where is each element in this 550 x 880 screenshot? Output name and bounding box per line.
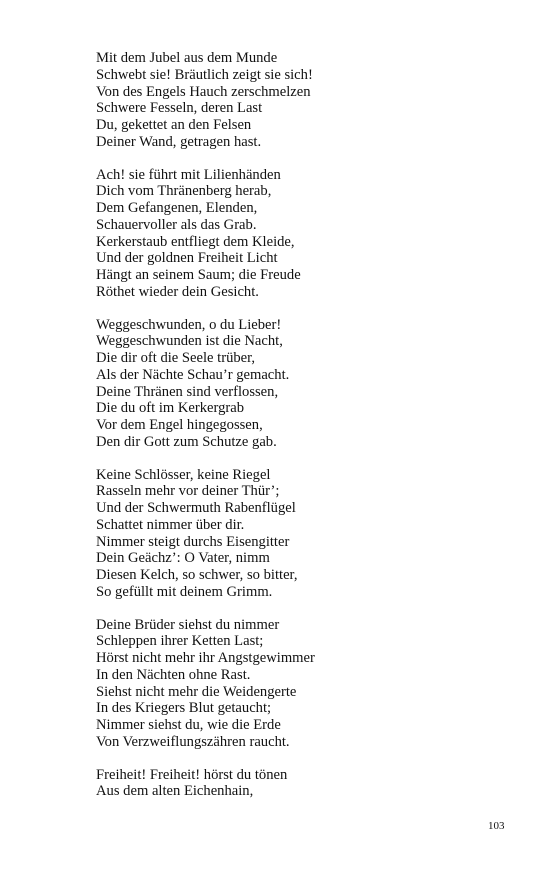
poem-line: Deine Thränen sind verflossen, (96, 383, 279, 400)
poem-line: Rasseln mehr vor deiner Thür’; (96, 483, 280, 500)
poem-line: Nimmer steigt durchs Eisengitter (96, 533, 290, 550)
poem-line: Deine Brüder siehst du nimmer (96, 616, 280, 633)
poem-line: Und der Schwermuth Rabenflügel (96, 500, 296, 516)
poem-line: Nimmer siehst du, wie die Erde (96, 717, 281, 733)
poem-line: Schwere Fesseln, deren Last (96, 100, 263, 117)
stanza-2 (96, 167, 516, 301)
poem-line: Schleppen ihrer Ketten Last; (96, 633, 264, 650)
stanza-5 (96, 617, 516, 751)
poem-line: Siehst nicht mehr die Weidengerte (96, 683, 297, 700)
stanza-1 (96, 50, 516, 151)
poem-line: Von des Engels Hauch zerschmelzen (96, 83, 311, 100)
poem-line: Dich vom Thränenberg herab, (96, 183, 272, 200)
poem-line: Freiheit! Freiheit! hörst du tönen (96, 766, 288, 783)
poem-line: Deiner Wand, getragen hast. (96, 133, 262, 150)
poem-line: Schauervoller als das Grab. (96, 216, 257, 233)
poem-line: Keine Schlösser, keine Riegel (96, 466, 271, 483)
poem-line: In des Kriegers Blut getaucht; (96, 700, 272, 717)
poem-line: Diesen Kelch, so schwer, so bitter, (96, 567, 298, 583)
poem-line: Ach! sie führt mit Lilienhänden (96, 166, 281, 183)
poem-line: Dein Geächz’: O Vater, nimm (96, 550, 270, 567)
poem-line: Die dir oft die Seele trüber, (96, 350, 256, 366)
poem-line: Kerkerstaub entfliegt dem Kleide, (96, 233, 295, 250)
poem-line: Hörst nicht mehr ihr Angstgewimmer (96, 650, 315, 666)
poem-line: Hängt an seinem Saum; die Freude (96, 267, 301, 283)
poem-line: Du, gekettet an den Felsen (96, 117, 252, 133)
poem-line: Mit dem Jubel aus dem Munde (96, 50, 278, 66)
poem-line: Weggeschwunden ist die Nacht, (96, 333, 283, 350)
poem-line: Aus dem alten Eichenhain, (96, 783, 254, 800)
poem-line: In den Nächten ohne Rast. (96, 666, 251, 683)
poem-line: Und der goldnen Freiheit Licht (96, 250, 278, 267)
stanza-3 (96, 317, 516, 451)
poem-line: Vor dem Engel hingegossen, (96, 417, 263, 433)
stanza-6 (96, 767, 516, 801)
poem-line: Den dir Gott zum Schutze gab. (96, 433, 277, 450)
poem-line: Dem Gefangenen, Elenden, (96, 200, 258, 216)
poem-line: Weggeschwunden, o du Lieber! (96, 316, 282, 333)
poem-line: Als der Nächte Schau’r gemacht. (96, 366, 290, 383)
poem-line: Röthet wieder dein Gesicht. (96, 283, 259, 300)
poem-line: Die du oft im Kerkergrab (96, 400, 245, 417)
poem-line: Schattet nimmer über dir. (96, 516, 245, 533)
poem-line: So gefüllt mit deinem Grimm. (96, 583, 273, 600)
poem-line: Von Verzweiflungszähren raucht. (96, 733, 290, 750)
stanza-4 (96, 467, 516, 601)
poem-line: Schwebt sie! Bräutlich zeigt sie sich! (96, 66, 313, 83)
poem-body (96, 50, 516, 816)
page-number: 103 (488, 820, 505, 832)
